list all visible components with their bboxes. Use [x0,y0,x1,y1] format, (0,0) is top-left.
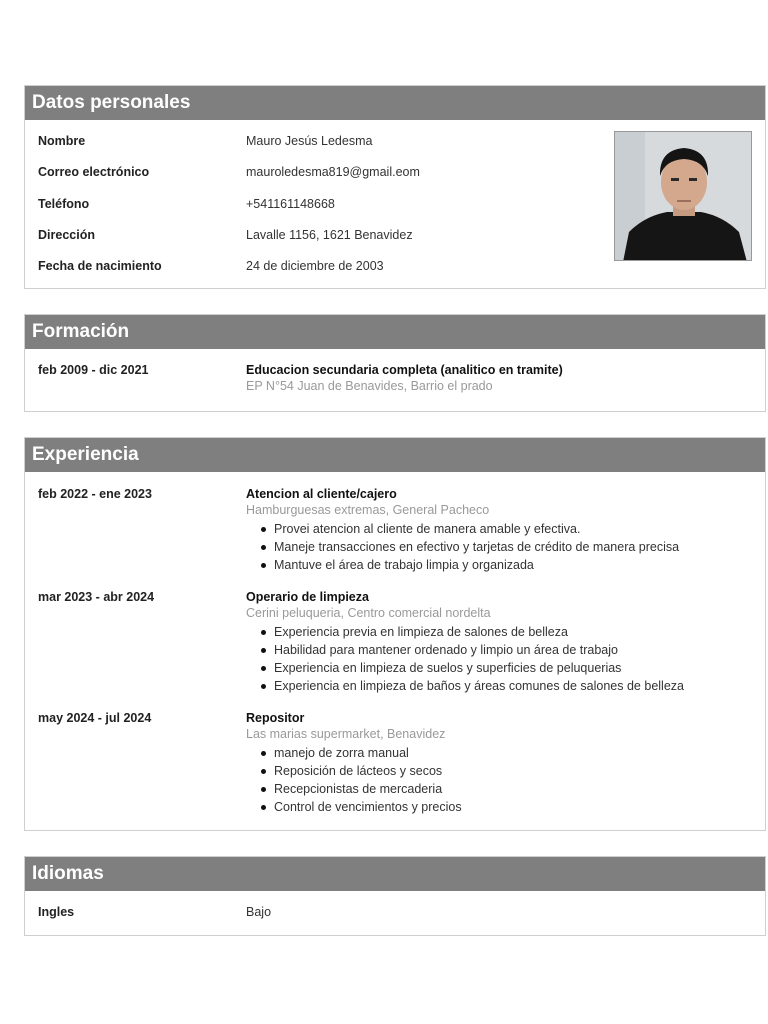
field-label: Teléfono [38,197,90,211]
entry-title: Operario de limpieza [246,590,369,604]
field-label: Dirección [38,228,95,242]
field-label: Nombre [38,134,86,148]
entry-dates: mar 2023 - abr 2024 [38,590,155,604]
field-value: +541161148668 [246,197,335,211]
education-section-header: Formación [25,315,765,349]
entry-bullets [246,623,684,695]
field-value: mauroledesma819@gmail.eom [246,165,420,179]
entry-place: Cerini peluqueria, Centro comercial nordelta [246,606,491,620]
profile-photo [614,131,752,261]
experience-section-header: Experiencia [25,438,765,472]
education-section [24,314,766,412]
field-label: Fecha de nacimiento [38,259,162,273]
entry-dates: feb 2009 - dic 2021 [38,363,149,377]
entry-title: Repositor [246,711,305,725]
list-item: Reposición de lácteos y secos [274,762,462,780]
entry-details [246,363,563,393]
list-item: Recepcionistas de mercaderia [274,780,462,798]
entry-dates: may 2024 - jul 2024 [38,711,152,725]
language-name: Ingles [38,905,75,919]
language-level: Bajo [246,905,272,919]
entry-details [246,590,684,695]
entry-place: Hamburguesas extremas, General Pacheco [246,503,490,517]
field-value: Mauro Jesús Ledesma [246,134,373,148]
list-item: Experiencia en limpieza de suelos y superficies de peluquerias [274,659,684,677]
list-item: Provei atencion al cliente de manera amable y efectiva. [274,520,679,538]
profile-photo-illustration [615,132,752,261]
languages-section-header: Idiomas [25,857,765,891]
list-item: Experiencia previa en limpieza de salones de belleza [274,623,684,641]
field-value: Lavalle 1156, 1621 Benavidez [246,228,413,242]
entry-details [246,711,462,816]
entry-place: EP N°54 Juan de Benavides, Barrio el prado [246,379,493,393]
field-label: Correo electrónico [38,165,150,179]
personal-section-header: Datos personales [25,86,765,120]
entry-title: Atencion al cliente/cajero [246,487,397,501]
list-item: Control de vencimientos y precios [274,800,462,814]
entry-details [246,487,679,574]
entry-title: Educacion secundaria completa (analitico en tramite) [246,363,563,377]
field-value: 24 de diciembre de 2003 [246,259,384,273]
list-item: Habilidad para mantener ordenado y limpio un área de trabajo [274,641,684,659]
list-item: Experiencia en limpieza de baños y áreas comunes de salones de belleza [274,679,684,693]
entry-dates: feb 2022 - ene 2023 [38,487,152,501]
entry-bullets [246,744,462,816]
experience-section [24,437,766,831]
entry-place: Las marias supermarket, Benavidez [246,727,446,741]
list-item: Maneje transacciones en efectivo y tarjetas de crédito de manera precisa [274,540,680,554]
languages-section [24,856,766,936]
list-item: manejo de zorra manual [274,744,462,762]
personal-section [24,85,766,289]
entry-bullets [246,520,679,574]
list-item: Mantuve el área de trabajo limpia y organizada [274,556,679,574]
